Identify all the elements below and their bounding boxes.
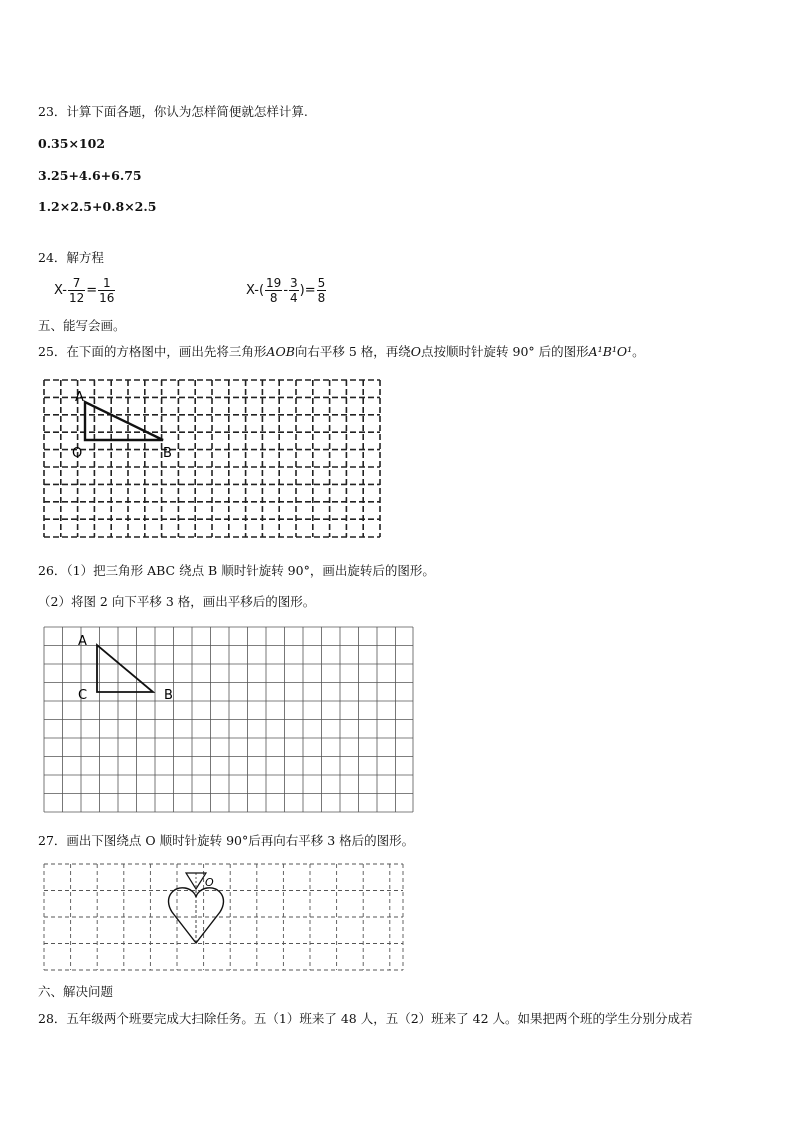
q26-line-1: 26．（1）把三角形 ABC 绕点 B 顺时针旋转 90°，画出旋转后的图形。 [38,563,435,578]
eq1-f1-num: 7 [68,276,85,291]
q23-line-2: 3.25+4.6+6.75 [38,168,142,183]
label-b-25: B [163,446,172,461]
label-a-25: A [75,390,84,405]
label-o-27: O [205,876,214,889]
eq2-minus: - [283,283,289,298]
label-a-26: A [78,634,87,649]
eq1-equals: = [86,283,98,298]
q23-line-1: 0.35×102 [38,136,106,151]
triangle-aob [85,402,163,440]
section-5-heading: 五、能写会画。 [38,318,126,333]
section-6-heading: 六、解决问题 [38,984,114,999]
q24-title: 24．解方程 [38,250,104,265]
q25-title-b: 向右平移 5 格，再绕 [294,344,411,359]
eq2-f2-num: 3 [290,276,298,290]
q23-line-3: 1.2×2.5+0.8×2.5 [38,199,157,214]
eq2-f2-den: 4 [290,291,298,305]
eq1-f1-den: 12 [68,291,85,305]
q25-result: A¹B¹O¹ [588,344,633,359]
label-c-26: C [78,688,88,703]
label-b-26: B [164,688,173,703]
triangle-abc [97,645,153,692]
q25-title-c: 点按顺时针旋转 90° 后的图形 [421,344,589,359]
eq1-f2-den: 16 [99,291,115,305]
eq2-f3-num: 5 [317,276,326,290]
q23-title: 23．计算下面各题，你认为怎样简便就怎样计算. [38,104,308,119]
eq2-close: )= [299,283,316,298]
q25-aob: AOB [266,344,295,359]
label-o-25: O [72,446,83,461]
q27-title: 27．画出下图绕点 O 顺时针旋转 90°后再向右平移 3 格后的图形。 [38,833,415,848]
q26-line-2: （2）将图 2 向下平移 3 格，画出平移后的图形。 [38,594,316,609]
eq1-f2-num: 1 [98,276,115,291]
eq2-f3-den: 8 [317,291,326,305]
eq2-f1-den: 8 [269,291,278,305]
eq1-prefix: X- [54,283,67,298]
q25-dashed-grid [44,380,380,537]
q26-grid [44,627,413,812]
q27-dashed-grid [44,864,403,970]
q25-title-a: 25．在下面的方格图中，画出先将三角形 [38,344,267,359]
q25-title-d: 。 [632,344,645,359]
q28-title: 28．五年级两个班要完成大扫除任务。五（1）班来了 48 人，五（2）班来了 42 人。如果把两个班的学生分别分成若 [38,1011,693,1026]
q25-o: O [410,344,422,359]
eq2-prefix: X-( [246,283,265,298]
eq2-f1-num: 19 [266,276,282,290]
